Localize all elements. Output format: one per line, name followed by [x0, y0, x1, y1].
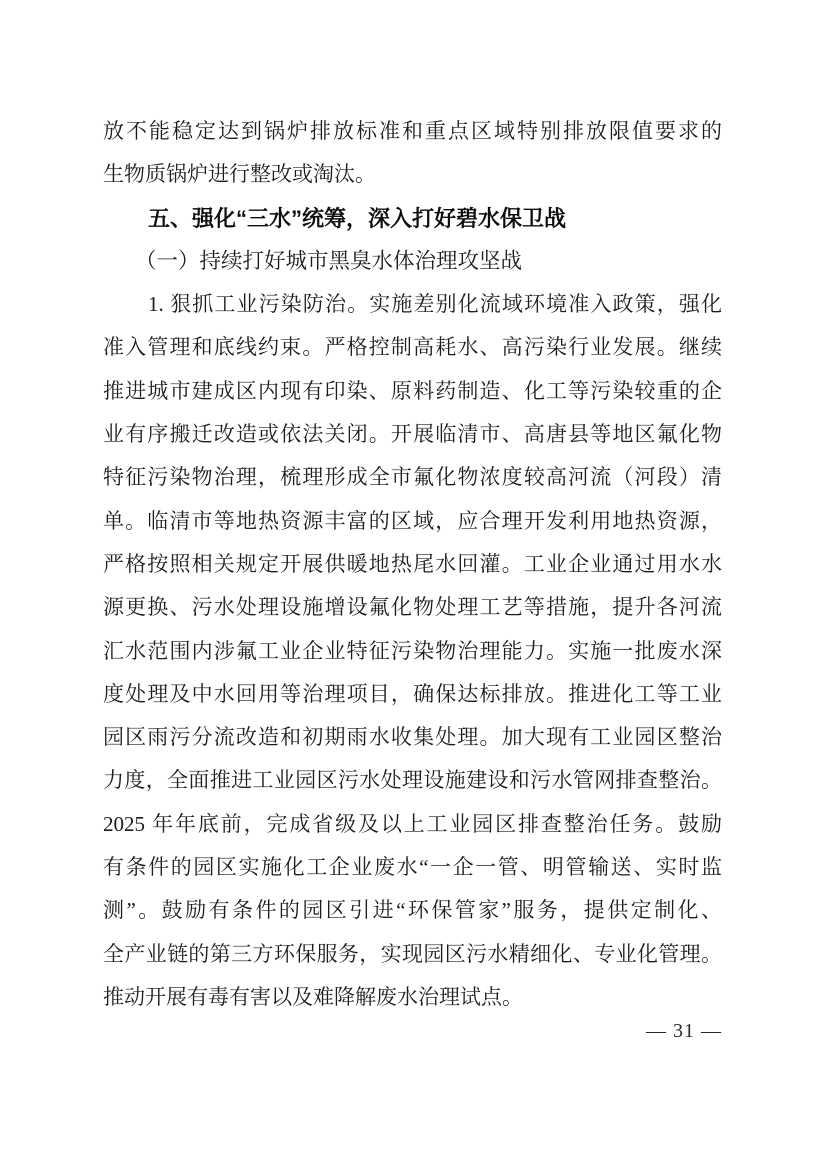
subsection-heading: （一）持续打好城市黑臭水体治理攻坚战	[135, 248, 523, 274]
document-text-block	[103, 110, 722, 1019]
text-line: 准入管理和底线约束。严格控制高耗水、高污染行业发展。继续	[103, 335, 722, 360]
text-line: 推动开展有毒有害以及难降解废水治理试点。	[103, 984, 523, 1009]
text-line: 有条件的园区实施化工企业废水“一企一管、明管输送、实时监	[103, 855, 722, 880]
text-line: 业有序搬迁改造或依法关闭。开展临清市、高唐县等地区氟化物	[103, 422, 722, 447]
page-number: — 31 —	[646, 1020, 722, 1042]
text-line: 单。临清市等地热资源丰富的区域，应合理开发利用地热资源，	[103, 508, 722, 533]
text-line: 力度，全面推进工业园区污水处理设施建设和污水管网排查整治。	[103, 768, 722, 793]
text-line: 严格按照相关规定开展供暖地热尾水回灌。工业企业通过用水水	[103, 551, 722, 576]
text-line: 汇水范围内涉氟工业企业特征污染物治理能力。实施一批废水深	[103, 638, 722, 663]
text-line: 园区雨污分流改造和初期雨水收集处理。加大现有工业园区整治	[103, 725, 722, 750]
text-line: 生物质锅炉进行整改或淘汰。	[103, 162, 376, 187]
text-line: 测”。鼓励有条件的园区引进“环保管家”服务，提供定制化、	[103, 898, 722, 923]
text-line: 推进城市建成区内现有印染、原料药制造、化工等污染较重的企	[103, 378, 722, 403]
section-heading: 五、强化“三水”统筹，深入打好碧水保卫战	[148, 205, 567, 231]
text-line: 特征污染物治理，梳理形成全市氟化物浓度较高河流（河段）清	[103, 465, 722, 490]
text-line: 度处理及中水回用等治理项目，确保达标排放。推进化工等工业	[103, 681, 722, 706]
text-line: 全产业链的第三方环保服务，实现园区污水精细化、专业化管理。	[103, 941, 722, 966]
text-line: 1. 狠抓工业污染防治。实施差别化流域环境准入政策，强化	[148, 292, 722, 317]
text-line: 2025 年年底前，完成省级及以上工业园区排查整治任务。鼓励	[103, 811, 722, 836]
text-line: 源更换、污水处理设施增设氟化物处理工艺等措施，提升各河流	[103, 595, 722, 620]
text-line: 放不能稳定达到锅炉排放标准和重点区域特别排放限值要求的	[103, 119, 722, 143]
